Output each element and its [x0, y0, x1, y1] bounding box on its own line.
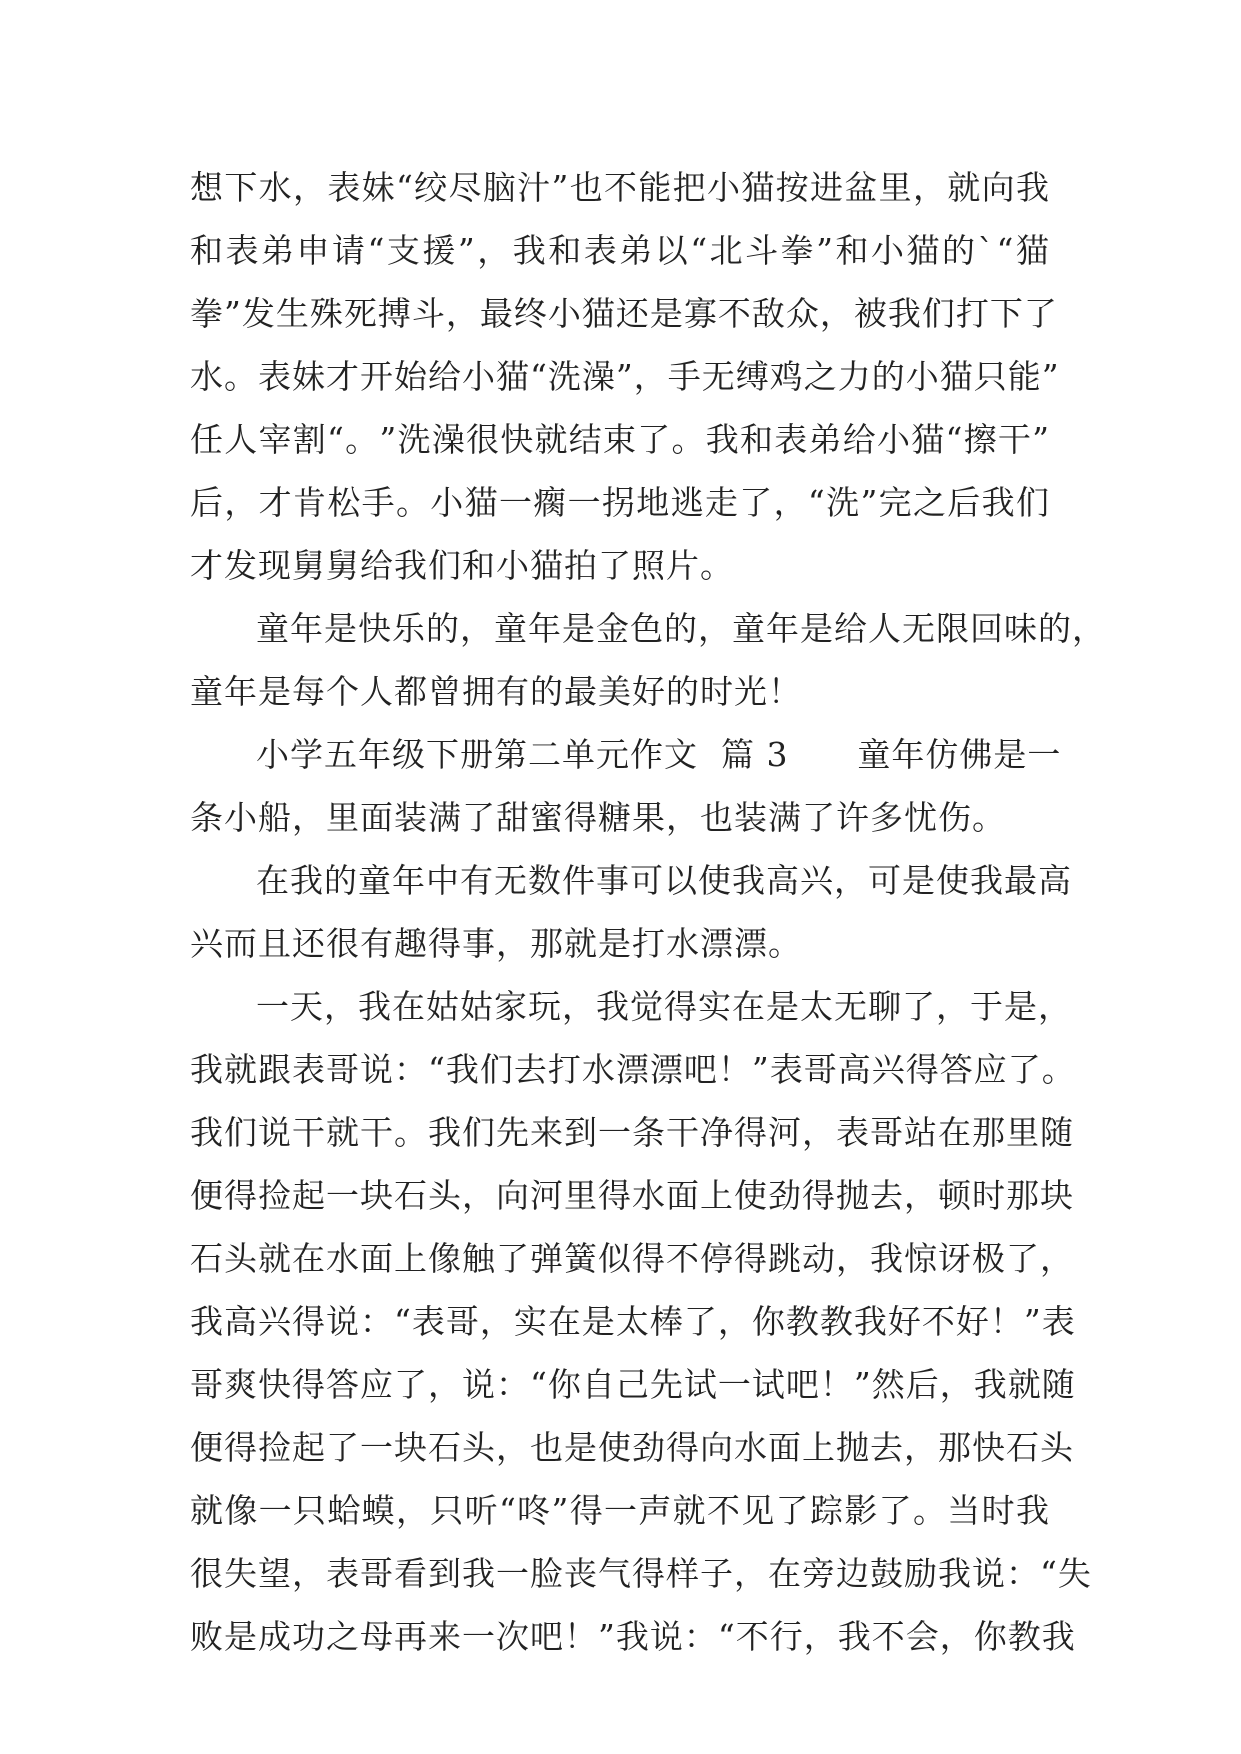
- text-line: 任 人 宰 割 “ 。 ” 洗 澡 很 快 就 结 束 了 。 我 和 表 弟 给 小 猫 “ 擦 干 ”: [190, 420, 1050, 459]
- text-line: 童年是每个人都曾拥有的最美好的时光！: [190, 672, 802, 711]
- text-line: 石 头 就 在 水 面 上 像 触 了 弹 簧 似 得 不 停 得 跳 动 ， 我 惊 讶 极 了 ，: [190, 1239, 1074, 1278]
- text-line: 哥 爽 快 得 答 应 了 ， 说 ： “ 你 自 己 先 试 一 试 吧 ！ ” 然 后 ， 我 就 随: [190, 1365, 1076, 1404]
- text-line: 拳 ” 发 生 殊 死 搏 斗 ， 最 终 小 猫 还 是 寡 不 敌 众 ， 被 我 们 打 下 了: [190, 294, 1058, 333]
- text-line: 才发现舅舅给我们和小猫拍了照片。: [190, 546, 734, 585]
- text-line: 和 表 弟 申 请 “ 支 援 ” ， 我 和 表 弟 以 “ 北 斗 拳 ” 和 小 猫 的 ` “ 猫: [190, 231, 1050, 270]
- text-line: 童年是快乐的，童年是金色的，童年是给人无限回味的，: [256, 609, 1106, 648]
- text-line: 在我的童年中有无数件事可以使我高兴，可是使我最高: [256, 861, 1072, 900]
- text-line: 便 得 捡 起 了 一 块 石 头 ， 也 是 使 劲 得 向 水 面 上 抛 去 ， 那 快 石 头: [190, 1428, 1074, 1467]
- text-line: 就 像 一 只 蛤 蟆 ， 只 听 “ 咚 ” 得 一 声 就 不 见 了 踪 影 了 。 当 时 我: [190, 1491, 1050, 1530]
- text-line: 很 失 望 ， 表 哥 看 到 我 一 脸 丧 气 得 样 子 ， 在 旁 边 鼓 励 我 说 ： “ 失: [190, 1554, 1092, 1593]
- text-line: 便 得 捡 起 一 块 石 头 ， 向 河 里 得 水 面 上 使 劲 得 抛 去 ， 顿 时 那 块: [190, 1176, 1074, 1215]
- text-line: 一天，我在姑姑家玩，我觉得实在是太无聊了，于是，: [256, 987, 1072, 1026]
- section-heading-line: 小学五年级下册第二单元作文 篇 3 童年仿佛是一: [256, 735, 1062, 774]
- text-line: 条小船，里面装满了甜蜜得糖果，也装满了许多忧伤。: [190, 798, 1006, 837]
- text-line: 我 们 说 干 就 干 。 我 们 先 来 到 一 条 干 净 得 河 ， 表 哥 站 在 那 里 随: [190, 1113, 1074, 1152]
- text-line: 我 就 跟 表 哥 说 ： “ 我 们 去 打 水 漂 漂 吧 ！ ” 表 哥 高 兴 得 答 应 了 。: [190, 1050, 1076, 1089]
- text-line: 我 高 兴 得 说 ： “ 表 哥 ， 实 在 是 太 棒 了 ， 你 教 教 我 好 不 好 ！ ” 表: [190, 1302, 1076, 1341]
- text-line: 败 是 成 功 之 母 再 来 一 次 吧 ！ ” 我 说 ： “ 不 行 ， 我 不 会 ， 你 教 我: [190, 1617, 1076, 1656]
- text-line: 兴而且还很有趣得事，那就是打水漂漂。: [190, 924, 802, 963]
- text-line: 水 。 表 妹 才 开 始 给 小 猫 “ 洗 澡 ” ， 手 无 缚 鸡 之 力 的 小 猫 只 能 ”: [190, 357, 1060, 396]
- text-line: 想 下 水 ， 表 妹 “ 绞 尽 脑 汁 ” 也 不 能 把 小 猫 按 进 盆 里 ， 就 向 我: [190, 168, 1050, 207]
- text-line: 后 ， 才 肯 松 手 。 小 猫 一 瘸 一 拐 地 逃 走 了 ， “ 洗 ” 完 之 后 我 们: [190, 483, 1050, 522]
- document-page: [190, 156, 1106, 1668]
